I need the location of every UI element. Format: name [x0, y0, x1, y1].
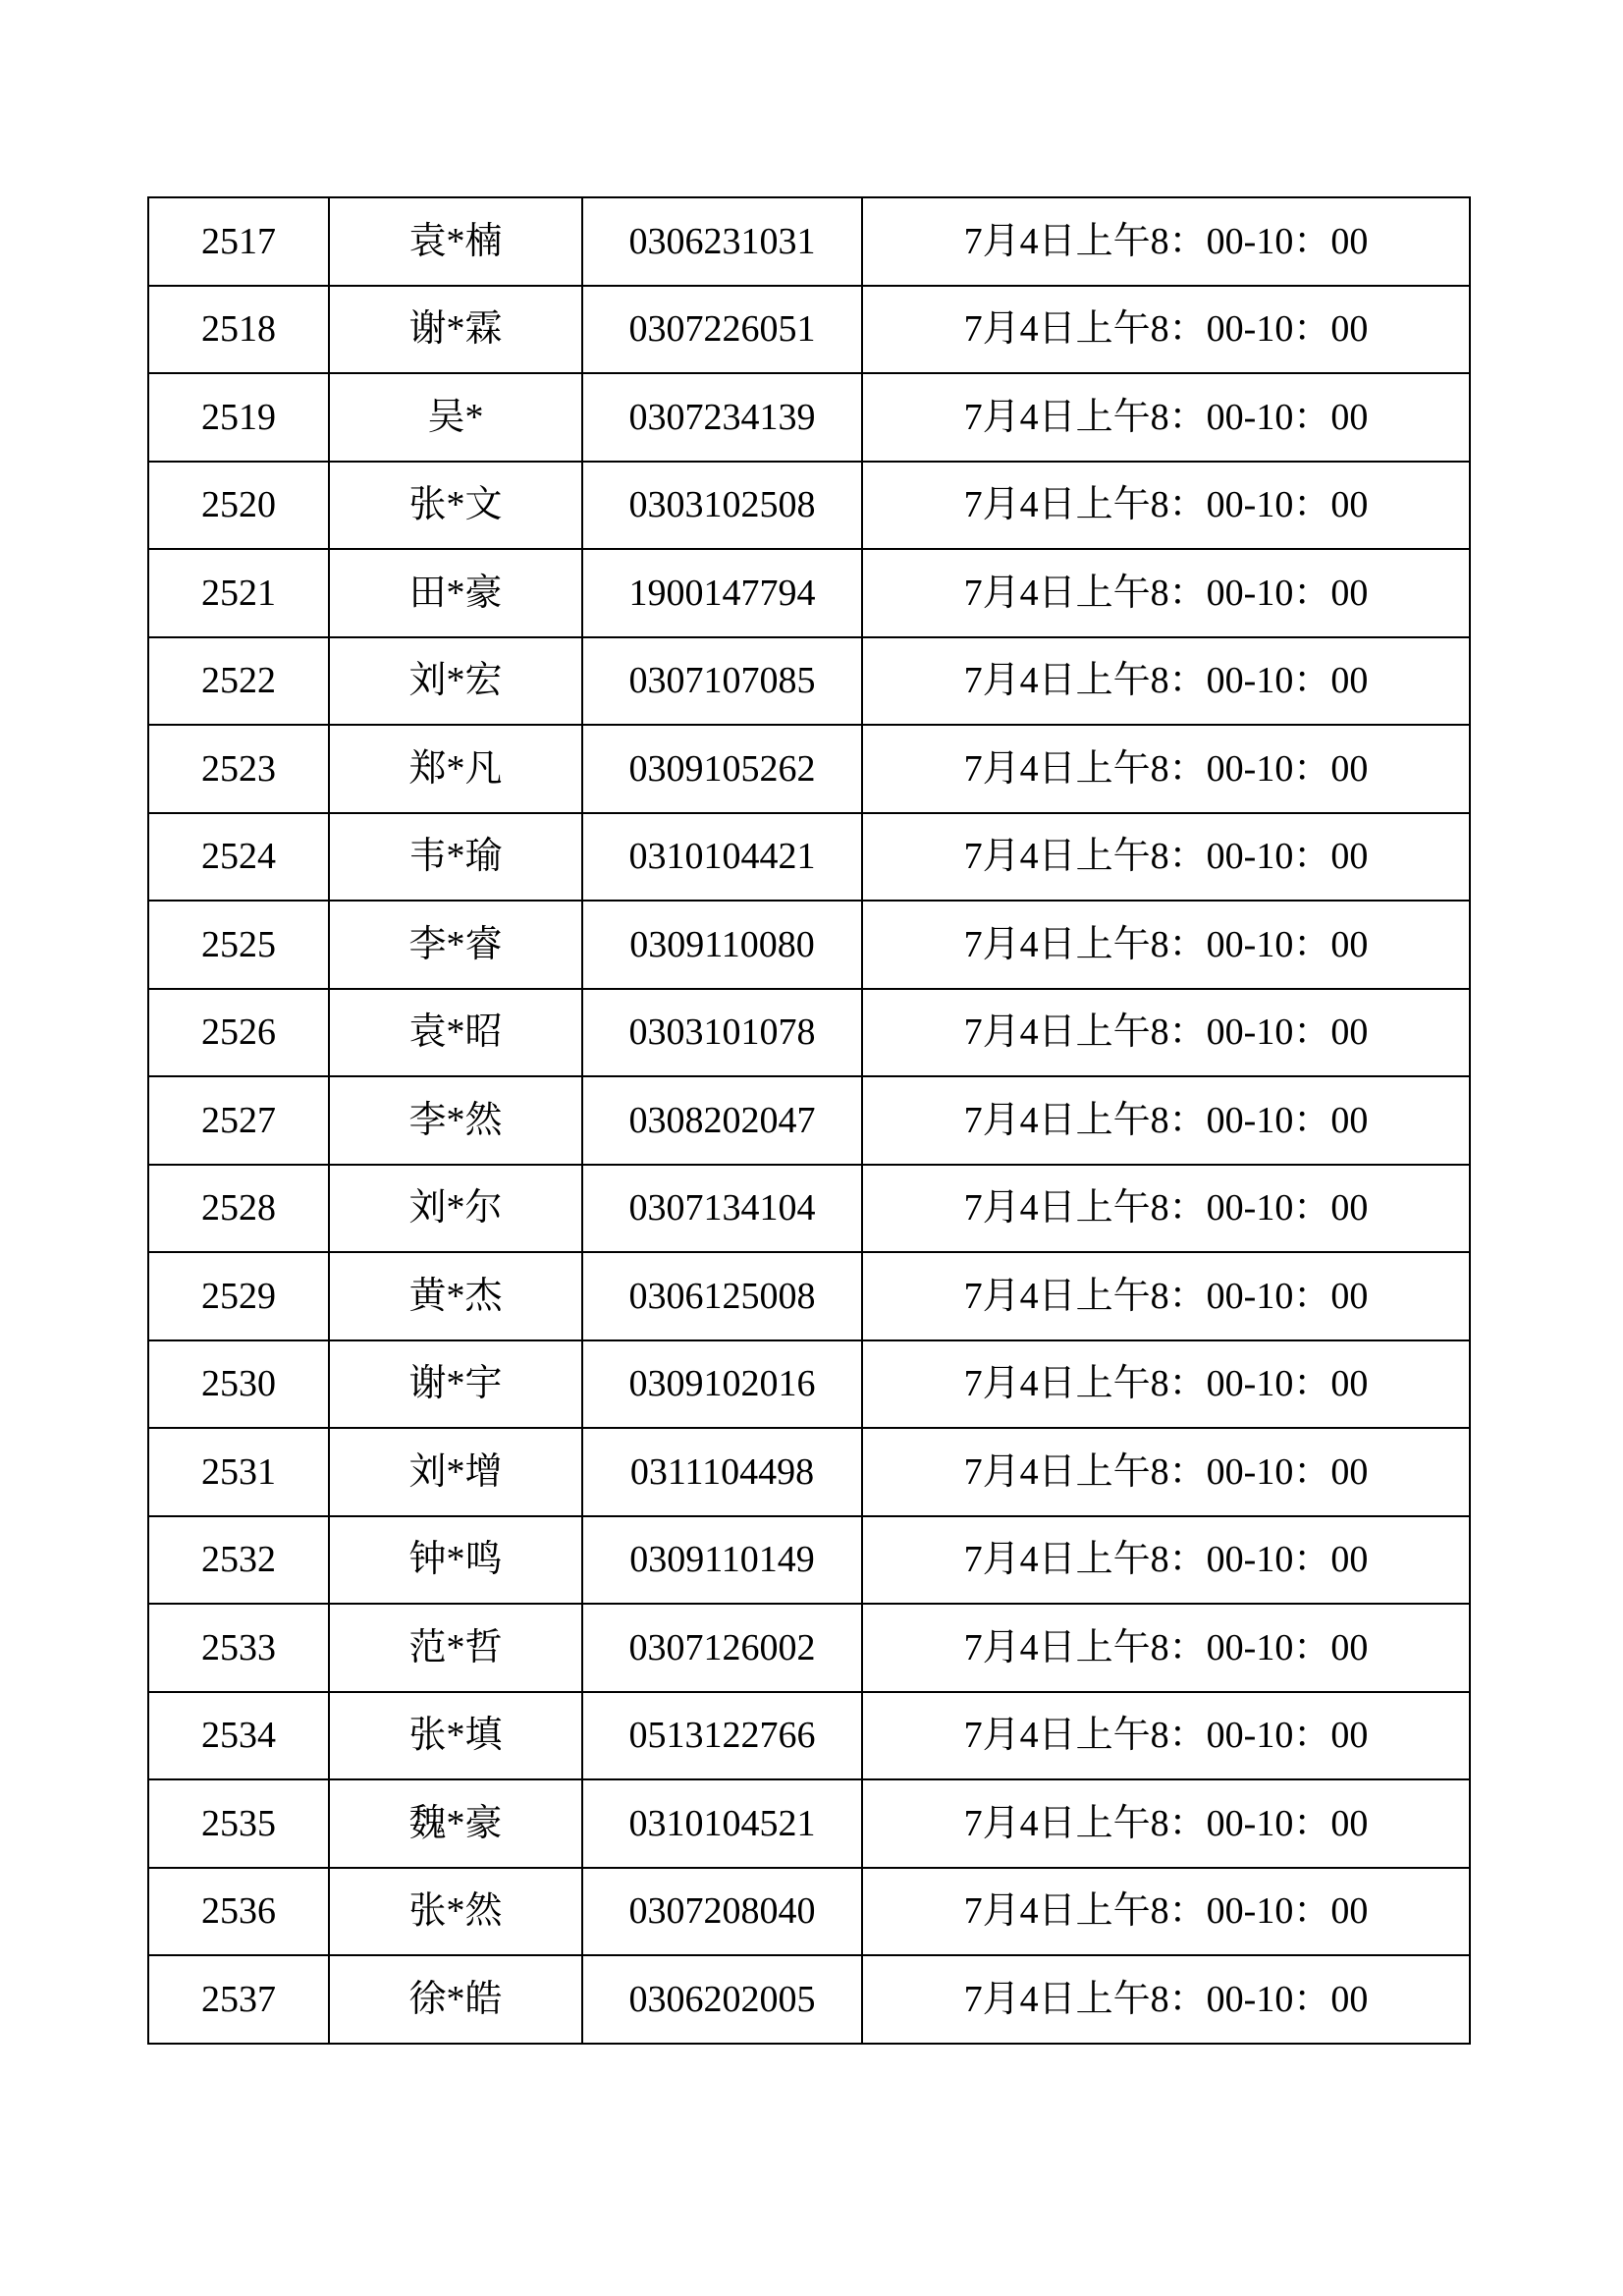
seq-number-cell: 2524	[148, 813, 329, 902]
exam-time-cell: 7月4日上午8：00-10：00	[862, 1516, 1470, 1605]
id-number-cell: 0311104498	[582, 1428, 862, 1516]
seq-number-cell: 2534	[148, 1692, 329, 1780]
table-row	[148, 1779, 1470, 1868]
seq-number-cell: 2530	[148, 1340, 329, 1429]
seq-number-cell: 2533	[148, 1604, 329, 1692]
id-number-cell: 0309110149	[582, 1516, 862, 1605]
name-cell: 魏*豪	[329, 1779, 582, 1868]
id-number-cell: 0306202005	[582, 1955, 862, 2044]
name-cell: 李*睿	[329, 901, 582, 989]
name-cell: 谢*宇	[329, 1340, 582, 1429]
table-row	[148, 1340, 1470, 1429]
seq-number-cell: 2518	[148, 286, 329, 374]
table-row	[148, 813, 1470, 902]
table-row	[148, 1516, 1470, 1605]
table-row	[148, 725, 1470, 813]
roster-table-body	[148, 197, 1470, 2044]
name-cell: 谢*霖	[329, 286, 582, 374]
exam-time-cell: 7月4日上午8：00-10：00	[862, 462, 1470, 550]
table-row	[148, 286, 1470, 374]
exam-time-cell: 7月4日上午8：00-10：00	[862, 637, 1470, 726]
exam-time-cell: 7月4日上午8：00-10：00	[862, 1955, 1470, 2044]
table-row	[148, 1868, 1470, 1956]
id-number-cell: 0307134104	[582, 1165, 862, 1253]
seq-number-cell: 2523	[148, 725, 329, 813]
exam-time-cell: 7月4日上午8：00-10：00	[862, 1868, 1470, 1956]
id-number-cell: 0309105262	[582, 725, 862, 813]
name-cell: 刘*宏	[329, 637, 582, 726]
seq-number-cell: 2527	[148, 1076, 329, 1165]
seq-number-cell: 2520	[148, 462, 329, 550]
seq-number-cell: 2535	[148, 1779, 329, 1868]
id-number-cell: 0307126002	[582, 1604, 862, 1692]
id-number-cell: 0307234139	[582, 373, 862, 462]
id-number-cell: 0309110080	[582, 901, 862, 989]
name-cell: 黄*杰	[329, 1252, 582, 1340]
id-number-cell: 0310104421	[582, 813, 862, 902]
seq-number-cell: 2529	[148, 1252, 329, 1340]
name-cell: 李*然	[329, 1076, 582, 1165]
exam-time-cell: 7月4日上午8：00-10：00	[862, 1252, 1470, 1340]
name-cell: 张*然	[329, 1868, 582, 1956]
table-row	[148, 373, 1470, 462]
exam-time-cell: 7月4日上午8：00-10：00	[862, 197, 1470, 286]
table-row	[148, 1428, 1470, 1516]
name-cell: 吴*	[329, 373, 582, 462]
name-cell: 张*填	[329, 1692, 582, 1780]
exam-time-cell: 7月4日上午8：00-10：00	[862, 1340, 1470, 1429]
id-number-cell: 0307226051	[582, 286, 862, 374]
id-number-cell: 1900147794	[582, 549, 862, 637]
id-number-cell: 0307208040	[582, 1868, 862, 1956]
seq-number-cell: 2536	[148, 1868, 329, 1956]
name-cell: 徐*皓	[329, 1955, 582, 2044]
table-row	[148, 1076, 1470, 1165]
seq-number-cell: 2525	[148, 901, 329, 989]
name-cell: 田*豪	[329, 549, 582, 637]
id-number-cell: 0303102508	[582, 462, 862, 550]
seq-number-cell: 2526	[148, 989, 329, 1077]
id-number-cell: 0513122766	[582, 1692, 862, 1780]
table-row	[148, 197, 1470, 286]
roster-table	[147, 196, 1471, 2045]
id-number-cell: 0307107085	[582, 637, 862, 726]
table-row	[148, 1604, 1470, 1692]
id-number-cell: 0303101078	[582, 989, 862, 1077]
table-row	[148, 637, 1470, 726]
exam-time-cell: 7月4日上午8：00-10：00	[862, 286, 1470, 374]
exam-time-cell: 7月4日上午8：00-10：00	[862, 813, 1470, 902]
table-row	[148, 1692, 1470, 1780]
seq-number-cell: 2531	[148, 1428, 329, 1516]
exam-time-cell: 7月4日上午8：00-10：00	[862, 1428, 1470, 1516]
exam-time-cell: 7月4日上午8：00-10：00	[862, 1076, 1470, 1165]
seq-number-cell: 2522	[148, 637, 329, 726]
id-number-cell: 0309102016	[582, 1340, 862, 1429]
seq-number-cell: 2517	[148, 197, 329, 286]
name-cell: 刘*增	[329, 1428, 582, 1516]
exam-time-cell: 7月4日上午8：00-10：00	[862, 725, 1470, 813]
seq-number-cell: 2537	[148, 1955, 329, 2044]
seq-number-cell: 2532	[148, 1516, 329, 1605]
seq-number-cell: 2519	[148, 373, 329, 462]
id-number-cell: 0306125008	[582, 1252, 862, 1340]
table-row	[148, 1955, 1470, 2044]
exam-time-cell: 7月4日上午8：00-10：00	[862, 989, 1470, 1077]
id-number-cell: 0306231031	[582, 197, 862, 286]
exam-time-cell: 7月4日上午8：00-10：00	[862, 1165, 1470, 1253]
exam-time-cell: 7月4日上午8：00-10：00	[862, 1779, 1470, 1868]
table-row	[148, 901, 1470, 989]
seq-number-cell: 2521	[148, 549, 329, 637]
exam-time-cell: 7月4日上午8：00-10：00	[862, 373, 1470, 462]
exam-time-cell: 7月4日上午8：00-10：00	[862, 549, 1470, 637]
exam-time-cell: 7月4日上午8：00-10：00	[862, 901, 1470, 989]
table-row	[148, 1252, 1470, 1340]
id-number-cell: 0308202047	[582, 1076, 862, 1165]
table-row	[148, 549, 1470, 637]
name-cell: 袁*楠	[329, 197, 582, 286]
name-cell: 郑*凡	[329, 725, 582, 813]
seq-number-cell: 2528	[148, 1165, 329, 1253]
id-number-cell: 0310104521	[582, 1779, 862, 1868]
name-cell: 韦*瑜	[329, 813, 582, 902]
name-cell: 刘*尔	[329, 1165, 582, 1253]
name-cell: 范*哲	[329, 1604, 582, 1692]
name-cell: 钟*鸣	[329, 1516, 582, 1605]
table-row	[148, 462, 1470, 550]
exam-time-cell: 7月4日上午8：00-10：00	[862, 1692, 1470, 1780]
name-cell: 袁*昭	[329, 989, 582, 1077]
exam-time-cell: 7月4日上午8：00-10：00	[862, 1604, 1470, 1692]
table-row	[148, 1165, 1470, 1253]
name-cell: 张*文	[329, 462, 582, 550]
table-row	[148, 989, 1470, 1077]
